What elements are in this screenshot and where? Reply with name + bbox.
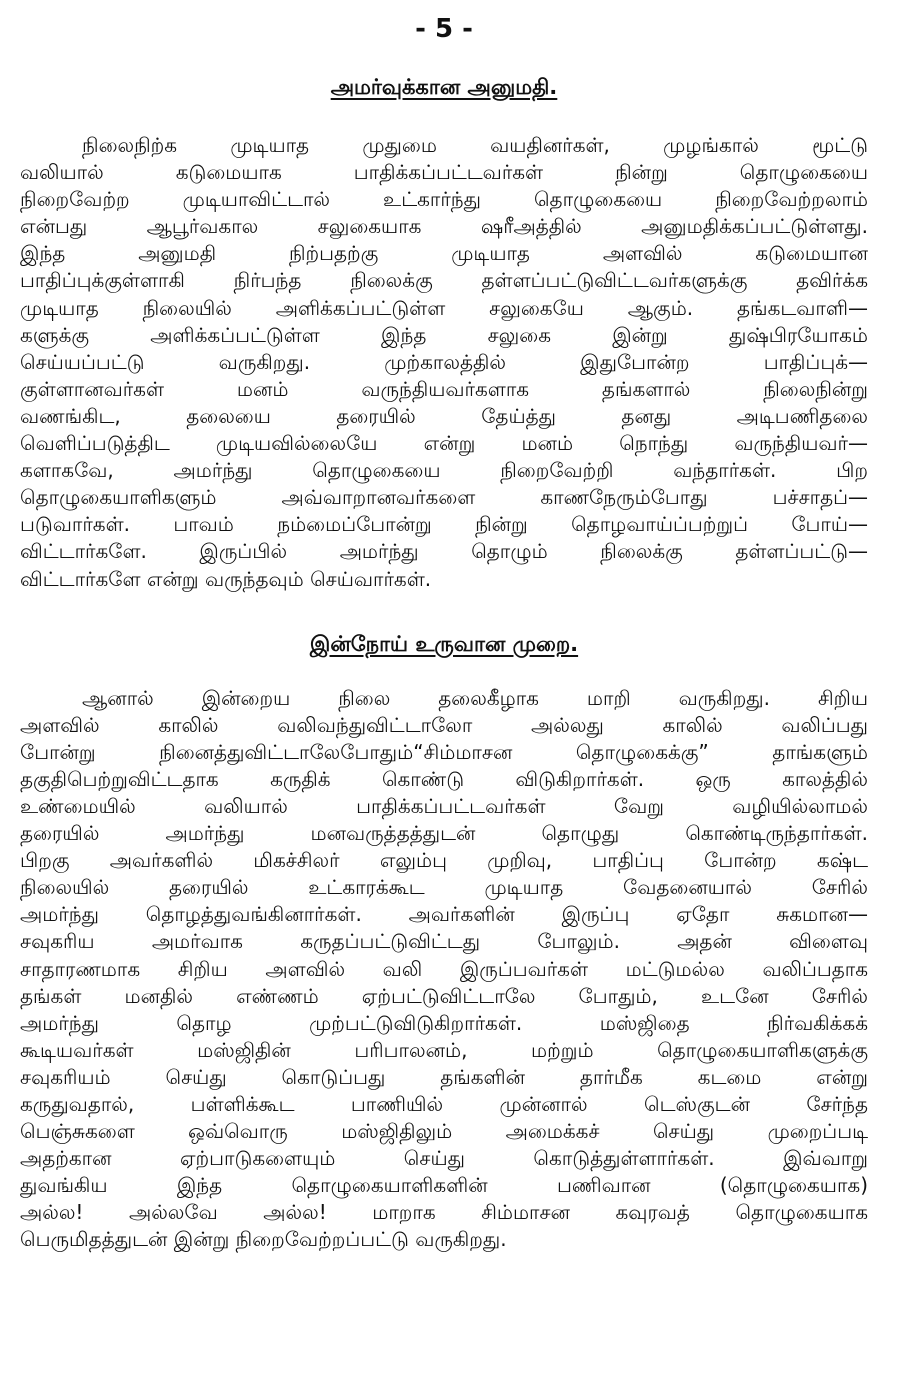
text-line: பாதிப்புக்குள்ளாகி நிர்பந்த நிலைக்கு தள்ளப்பட்டுவிட்டவர்களுக்கு தவிர்க்க xyxy=(20,268,868,293)
text-line: விட்டார்களே என்று வருந்தவும் செய்வார்கள். xyxy=(20,566,432,591)
text-line: நிலையில் தரையில் உட்காரக்கூட முடியாத வேதனையால் சேரில் xyxy=(20,875,868,900)
text-line: அமர்ந்து தொழ முற்பட்டுவிடுகிறார்கள். மஸ்ஜிதை நிர்வகிக்கக் xyxy=(20,1010,868,1035)
text-line: வெளிப்படுத்திட முடியவில்லையே என்று மனம் நொந்து வருந்தியவர்— xyxy=(20,431,868,456)
text-line: தங்கள் மனதில் எண்ணம் ஏற்பட்டுவிட்டாலே போதும், உடனே சேரில் xyxy=(20,983,868,1008)
text-line: பிறகு அவர்களில் மிகச்சிலர் எலும்பு முறிவு, பாதிப்பு போன்ற கஷ்ட xyxy=(20,848,868,873)
text-line: ஆனால் இன்றைய நிலை தலைகீழாக மாறி வருகிறது. சிறிய xyxy=(82,685,868,710)
text-line: இந்த அனுமதி நிற்பதற்கு முடியாத அளவில் கடுமையான xyxy=(20,241,868,266)
text-line: அமர்ந்து தொழத்துவங்கினார்கள். அவர்களின் இருப்பு ஏதோ சுகமான— xyxy=(20,902,868,927)
text-line: அல்ல! அல்லவே அல்ல! மாறாக சிம்மாசன கவுரவத் தொழுகையாக xyxy=(20,1200,868,1225)
section-title-origin: இன்நோய் உருவான முறை. xyxy=(309,631,579,656)
text-line: உண்மையில் வலியால் பாதிக்கப்பட்டவர்கள் வேறு வழியில்லாமல் xyxy=(20,793,868,818)
text-line: களாகவே, அமர்ந்து தொழுகையை நிறைவேற்றி வந்தார்கள். பிற xyxy=(20,458,868,483)
text-line: சாதாரணமாக சிறிய அளவில் வலி இருப்பவர்கள் மட்டுமல்ல வலிப்பதாக xyxy=(20,956,868,981)
text-line: பெஞ்சுகளை ஒவ்வொரு மஸ்ஜிதிலும் அமைக்கச் செய்து முறைப்படி xyxy=(20,1119,868,1144)
text-line: துவங்கிய இந்த தொழுகையாளிகளின் பணிவான (தொழுகையாக) xyxy=(20,1173,868,1198)
section-title-permission: அமர்வுக்கான அனுமதி. xyxy=(330,75,558,99)
text-line: என்பது ஆபூர்வகால சலுகையாக ஷரீஅத்தில் அனுமதிக்கப்பட்டுள்ளது. xyxy=(20,214,868,239)
section-body-origin xyxy=(20,685,868,1254)
text-line: சவுகரியம் செய்து கொடுப்பது தங்களின் தார்மீக கடமை என்று xyxy=(20,1064,868,1089)
text-line: அளவில் காலில் வலிவந்துவிட்டாலோ அல்லது காலில் வலிப்பது xyxy=(20,712,868,737)
text-line: குள்ளானவர்கள் மனம் வருந்தியவர்களாக தங்களால் நிலைநின்று xyxy=(20,376,868,401)
text-line: வணங்கிட, தலையை தரையில் தேய்த்து தனது அடிபணிதலை xyxy=(20,403,868,428)
text-line: தகுதிபெற்றுவிட்டதாக கருதிக் கொண்டு விடுகிறார்கள். ஒரு காலத்தில் xyxy=(20,766,868,791)
text-line: கூடியவர்கள் மஸ்ஜிதின் பரிபாலனம், மற்றும் தொழுகையாளிகளுக்கு xyxy=(20,1037,868,1062)
text-line: நிறைவேற்ற முடியாவிட்டால் உட்கார்ந்து தொழுகையை நிறைவேற்றலாம் xyxy=(20,187,868,212)
text-line: செய்யப்பட்டு வருகிறது. முற்காலத்தில் இதுபோன்ற பாதிப்புக்— xyxy=(20,349,868,374)
text-line: படுவார்கள். பாவம் நம்மைப்போன்று நின்று தொழவாய்ப்பற்றுப் போய்— xyxy=(20,512,868,537)
text-line: சவுகரிய அமர்வாக கருதப்பட்டுவிட்டது போலும். அதன் விளைவு xyxy=(20,929,868,954)
text-line: அதற்கான ஏற்பாடுகளையும் செய்து கொடுத்துள்ளார்கள். இவ்வாறு xyxy=(20,1146,868,1171)
text-line: களுக்கு அளிக்கப்பட்டுள்ள இந்த சலுகை இன்று துஷ்பிரயோகம் xyxy=(20,322,868,347)
text-line: தரையில் அமர்ந்து மனவருத்தத்துடன் தொழுது கொண்டிருந்தார்கள். xyxy=(20,821,868,846)
page-number: - 5 - xyxy=(415,14,473,44)
section-body-permission xyxy=(20,132,868,593)
text-line: கருதுவதால், பள்ளிக்கூட பாணியில் முன்னால் டெஸ்குடன் சேர்ந்த xyxy=(20,1092,868,1116)
text-line: விட்டார்களே. இருப்பில் அமர்ந்து தொழும் நிலைக்கு தள்ளப்பட்டு— xyxy=(20,539,868,564)
text-line: நிலைநிற்க முடியாத முதுமை வயதினர்கள், முழங்கால் மூட்டு xyxy=(82,133,868,157)
text-line: போன்று நினைத்துவிட்டாலேபோதும்“சிம்மாசன தொழுகைக்கு” தாங்களும் xyxy=(20,739,868,764)
text-line: முடியாத நிலையில் அளிக்கப்பட்டுள்ள சலுகையே ஆகும். தங்கடவாளி— xyxy=(20,295,868,320)
text-line: வலியால் கடுமையாக பாதிக்கப்பட்டவர்கள் நின்று தொழுகையை xyxy=(20,160,868,185)
text-line: பெருமிதத்துடன் இன்று நிறைவேற்றப்பட்டு வருகிறது. xyxy=(20,1227,507,1252)
text-line: தொழுகையாளிகளும் அவ்வாறானவர்களை காணநேரும்போது பச்சாதப்— xyxy=(20,485,868,510)
